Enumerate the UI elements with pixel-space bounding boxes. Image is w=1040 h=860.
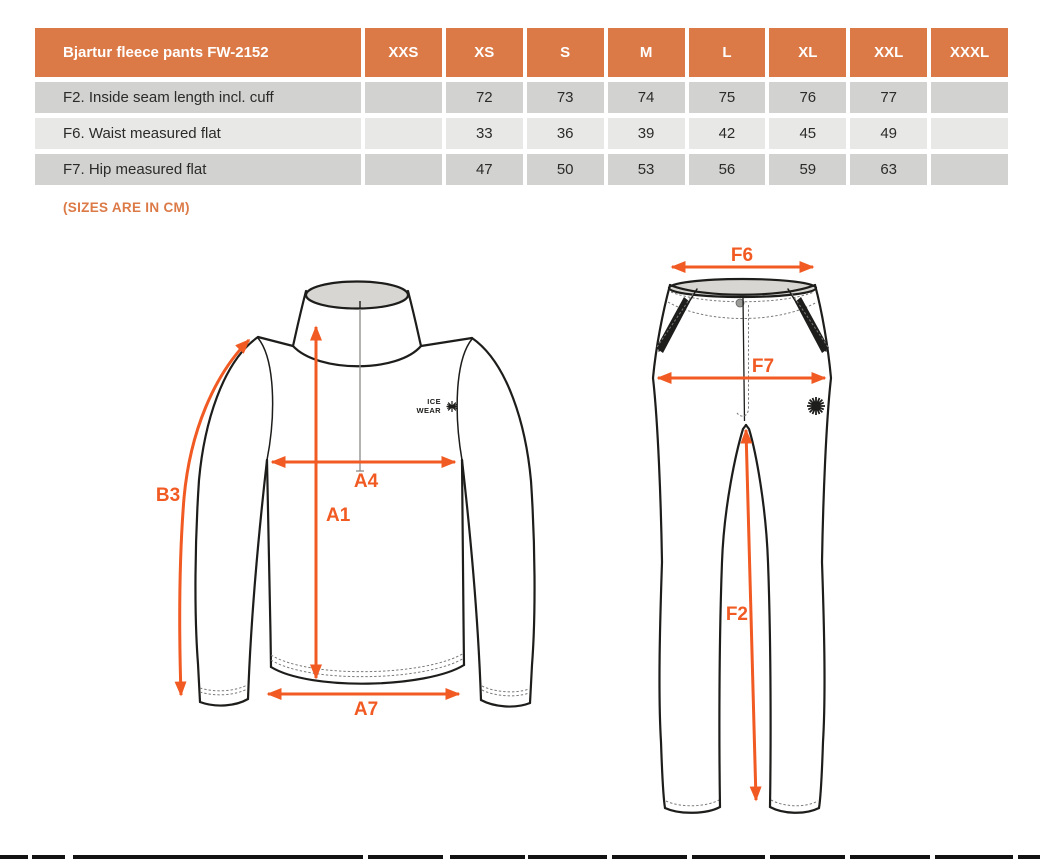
cell-f6-xl: 45: [769, 118, 846, 149]
cell-f2-xxs: [365, 82, 442, 113]
table-row-f7: [35, 154, 1008, 185]
measurement-label-f2: F2: [725, 604, 748, 625]
pants-diagram: [610, 235, 920, 835]
cell-f7-s: 50: [527, 154, 604, 185]
table-row-f2: [35, 82, 1008, 113]
cell-f7-xxxl: [931, 154, 1008, 185]
logo-text-ice: ICE: [427, 397, 441, 406]
size-header-xxl: XXL: [850, 28, 927, 77]
snowflake-icon: [807, 397, 825, 415]
measurement-label-f7: F7: [751, 356, 775, 377]
cell-f2-s: 73: [527, 82, 604, 113]
size-header-xxxl: XXXL: [931, 28, 1008, 77]
size-table-header-row: [35, 28, 1008, 77]
size-header-s: S: [527, 28, 604, 77]
row-label-f2: F2. Inside seam length incl. cuff: [35, 82, 361, 113]
fleece-measurements: [156, 327, 459, 720]
size-header-xl: XL: [769, 28, 846, 77]
size-header-xxs: XXS: [365, 28, 442, 77]
snowflake-icon: [447, 401, 458, 412]
measurement-label-b3: B3: [155, 485, 181, 506]
cell-f7-xl: 59: [769, 154, 846, 185]
fleece-top-diagram: [100, 250, 580, 730]
pants-garment-outline: [653, 279, 831, 813]
cell-f7-xxs: [365, 154, 442, 185]
measurement-label-a7: A7: [353, 699, 379, 720]
icewear-logo: [416, 397, 457, 415]
product-title: Bjartur fleece pants FW-2152: [35, 28, 361, 77]
cell-f7-m: 53: [608, 154, 685, 185]
sizes-unit-note: (SIZES ARE IN CM): [63, 200, 190, 215]
measurement-arrow-b3: [180, 340, 249, 695]
cell-f7-l: 56: [689, 154, 766, 185]
cell-f6-xs: 33: [446, 118, 523, 149]
cell-f2-xxxl: [931, 82, 1008, 113]
cell-f6-xxxl: [931, 118, 1008, 149]
pants-measurements: [658, 245, 825, 800]
cell-f6-m: 39: [608, 118, 685, 149]
size-table: [31, 23, 1012, 190]
collar-inside: [306, 282, 408, 309]
measurement-label-a1: A1: [326, 505, 351, 526]
cell-f6-xxl: 49: [850, 118, 927, 149]
table-row-f6: [35, 118, 1008, 149]
row-label-f6: F6. Waist measured flat: [35, 118, 361, 149]
fleece-garment-outline: [195, 282, 534, 707]
size-header-l: L: [689, 28, 766, 77]
cell-f7-xxl: 63: [850, 154, 927, 185]
size-header-xs: XS: [446, 28, 523, 77]
cell-f7-xs: 47: [446, 154, 523, 185]
row-label-f7: F7. Hip measured flat: [35, 154, 361, 185]
measurement-label-f6: F6: [730, 245, 754, 266]
cell-f2-xxl: 77: [850, 82, 927, 113]
logo-text-wear: WEAR: [416, 406, 441, 415]
cell-f6-l: 42: [689, 118, 766, 149]
cell-f2-l: 75: [689, 82, 766, 113]
cell-f6-xxs: [365, 118, 442, 149]
measurement-label-a4: A4: [353, 471, 379, 492]
cell-f6-s: 36: [527, 118, 604, 149]
cell-f2-m: 74: [608, 82, 685, 113]
cell-f2-xs: 72: [446, 82, 523, 113]
size-header-m: M: [608, 28, 685, 77]
cell-f2-xl: 76: [769, 82, 846, 113]
